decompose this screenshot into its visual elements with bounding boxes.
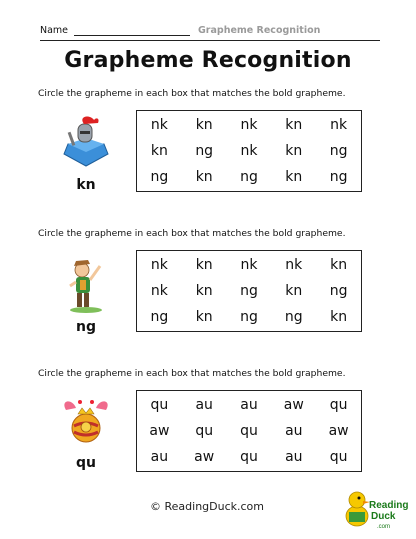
grapheme-row bbox=[137, 305, 361, 331]
instruction-text: Circle the grapheme in each box that matches the bold grapheme. bbox=[38, 368, 346, 379]
name-blank-line bbox=[74, 35, 190, 36]
singing-man-icon bbox=[56, 256, 116, 314]
header-subtitle: Grapheme Recognition bbox=[198, 25, 321, 36]
grapheme-choice[interactable]: au bbox=[240, 397, 258, 413]
grapheme-choice[interactable]: ng bbox=[329, 143, 348, 159]
grapheme-choice[interactable]: ng bbox=[284, 309, 303, 325]
logo-word-reading: Reading bbox=[369, 500, 409, 511]
grapheme-choice[interactable]: nk bbox=[150, 117, 168, 133]
worksheet-header bbox=[40, 22, 380, 38]
grapheme-choice[interactable]: nk bbox=[150, 283, 168, 299]
instruction-text: Circle the grapheme in each box that matches the bold grapheme. bbox=[38, 228, 346, 239]
grapheme-choice[interactable]: nk bbox=[285, 257, 303, 273]
reading-duck-logo bbox=[343, 486, 409, 532]
exercise-section-1 bbox=[38, 88, 398, 208]
grapheme-row bbox=[137, 393, 361, 419]
grapheme-row bbox=[137, 253, 361, 279]
logo-word-duck: Duck bbox=[371, 511, 396, 522]
grapheme-choice[interactable]: qu bbox=[240, 423, 258, 439]
grapheme-choice[interactable]: ng bbox=[329, 169, 348, 185]
header-divider bbox=[40, 40, 380, 41]
grapheme-choice[interactable]: kn bbox=[330, 309, 348, 325]
grapheme-choice[interactable]: kn bbox=[195, 117, 213, 133]
grapheme-choice[interactable]: kn bbox=[285, 117, 303, 133]
grapheme-choice[interactable]: qu bbox=[150, 397, 169, 413]
grapheme-box bbox=[136, 110, 362, 192]
grapheme-choice[interactable]: kn bbox=[285, 169, 303, 185]
grapheme-choice[interactable]: ng bbox=[150, 169, 169, 185]
key-grapheme: kn bbox=[76, 177, 96, 193]
grapheme-row bbox=[137, 279, 361, 305]
name-label: Name bbox=[40, 25, 69, 36]
grapheme-choice[interactable]: kn bbox=[285, 283, 303, 299]
grapheme-choice[interactable]: qu bbox=[329, 449, 348, 465]
key-grapheme: qu bbox=[76, 455, 96, 471]
grapheme-choice[interactable]: kn bbox=[195, 169, 213, 185]
grapheme-choice[interactable]: aw bbox=[149, 423, 170, 439]
grapheme-choice[interactable]: kn bbox=[195, 283, 213, 299]
key-grapheme: ng bbox=[76, 319, 96, 335]
grapheme-choice[interactable]: qu bbox=[240, 449, 258, 465]
grapheme-choice[interactable]: aw bbox=[194, 449, 215, 465]
queen-bee-icon bbox=[56, 394, 116, 452]
grapheme-choice[interactable]: au bbox=[285, 449, 303, 465]
knight-in-box-icon bbox=[56, 114, 116, 172]
grapheme-choice[interactable]: nk bbox=[150, 257, 168, 273]
grapheme-box bbox=[136, 250, 362, 332]
exercise-section-2 bbox=[38, 228, 398, 348]
grapheme-choice[interactable]: au bbox=[150, 449, 169, 465]
footer-copyright: © ReadingDuck.com bbox=[150, 500, 264, 513]
grapheme-row bbox=[137, 419, 361, 445]
grapheme-choice[interactable]: ng bbox=[150, 309, 169, 325]
grapheme-choice[interactable]: ng bbox=[240, 169, 258, 185]
grapheme-choice[interactable]: aw bbox=[328, 423, 349, 439]
grapheme-row bbox=[137, 165, 361, 191]
grapheme-choice[interactable]: kn bbox=[330, 257, 348, 273]
grapheme-choice[interactable]: nk bbox=[240, 257, 258, 273]
page-title: Grapheme Recognition bbox=[64, 48, 352, 73]
grapheme-choice[interactable]: ng bbox=[240, 309, 258, 325]
grapheme-box bbox=[136, 390, 362, 472]
grapheme-choice[interactable]: qu bbox=[195, 423, 214, 439]
grapheme-choice[interactable]: nk bbox=[240, 117, 258, 133]
grapheme-choice[interactable]: ng bbox=[195, 143, 214, 159]
grapheme-choice[interactable]: nk bbox=[330, 117, 348, 133]
grapheme-choice[interactable]: au bbox=[285, 423, 303, 439]
logo-suffix: .com bbox=[377, 524, 391, 530]
grapheme-choice[interactable]: kn bbox=[285, 143, 303, 159]
grapheme-choice[interactable]: kn bbox=[150, 143, 168, 159]
grapheme-row bbox=[137, 445, 361, 471]
grapheme-choice[interactable]: kn bbox=[195, 309, 213, 325]
grapheme-choice[interactable]: ng bbox=[240, 283, 258, 299]
exercise-section-3 bbox=[38, 368, 398, 488]
grapheme-row bbox=[137, 139, 361, 165]
grapheme-choice[interactable]: kn bbox=[195, 257, 213, 273]
grapheme-choice[interactable]: qu bbox=[329, 397, 348, 413]
instruction-text: Circle the grapheme in each box that matches the bold grapheme. bbox=[38, 88, 346, 99]
grapheme-choice[interactable]: au bbox=[195, 397, 213, 413]
grapheme-choice[interactable]: nk bbox=[240, 143, 258, 159]
grapheme-choice[interactable]: ng bbox=[329, 283, 348, 299]
grapheme-choice[interactable]: aw bbox=[283, 397, 304, 413]
grapheme-row bbox=[137, 113, 361, 139]
